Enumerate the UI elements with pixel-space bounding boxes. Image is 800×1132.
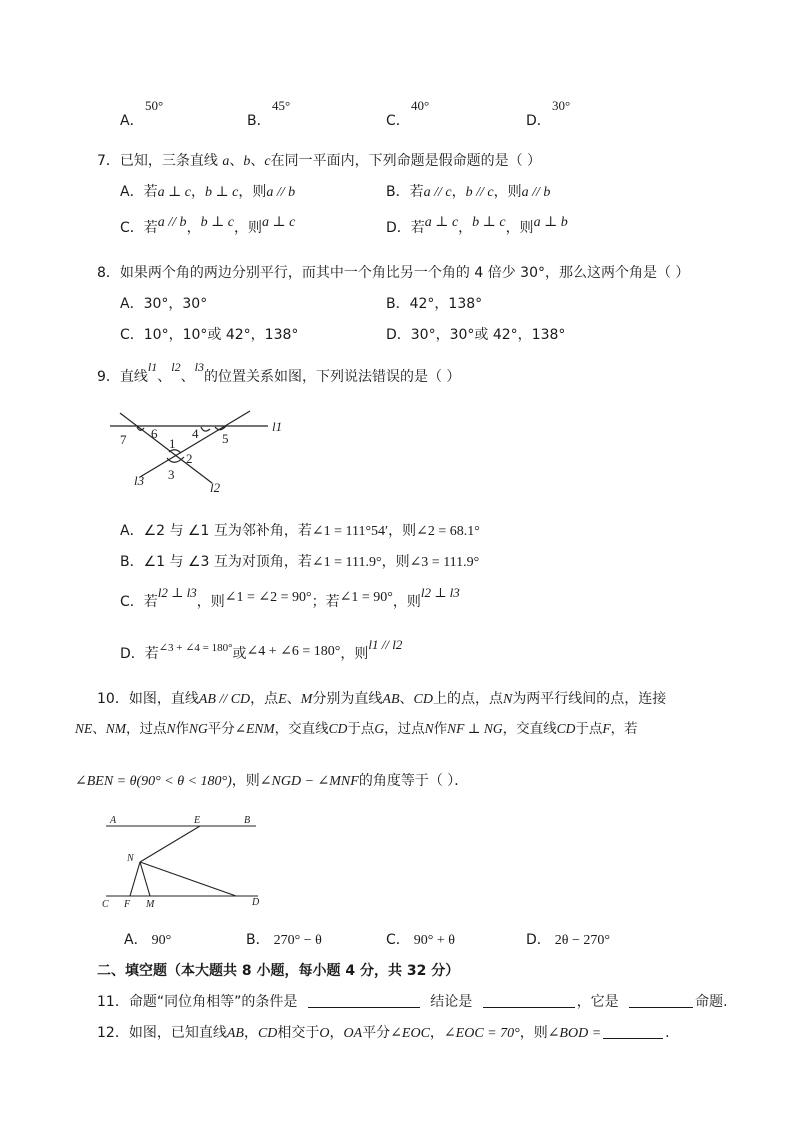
q10-math: CD <box>413 692 433 707</box>
q10-text: 平分 <box>207 721 235 737</box>
q9-stem <box>97 360 461 386</box>
segment-ne <box>140 826 200 862</box>
q10-option-b <box>246 929 322 949</box>
option-label: C． <box>120 594 144 610</box>
option-math: 270° − θ <box>273 933 322 948</box>
q6-option-a-value: 50° <box>145 98 164 113</box>
option-math: l2 ⊥ l3 <box>157 585 197 600</box>
q12-blank-answer[interactable] <box>603 1024 663 1039</box>
q9-option-b <box>120 551 479 571</box>
q6-option-c-label: C． <box>386 113 410 129</box>
option-label: A． <box>120 523 144 539</box>
q11-text: 结论是 <box>430 994 473 1010</box>
option-text: 若 <box>143 220 158 236</box>
option-text: ，则 <box>392 594 421 610</box>
option-text: ，则 <box>505 220 534 236</box>
q9-l2: l2 <box>171 360 181 374</box>
option-label: A． <box>124 932 148 948</box>
option-text: ， <box>186 220 201 236</box>
fig-label-e: E <box>194 815 201 826</box>
segment-nf <box>130 862 140 896</box>
q10-text: ，则 <box>231 773 260 789</box>
fig-label-m: M <box>146 899 155 910</box>
q11-text: 11．命题“同位角相等”的条件是 <box>97 994 298 1010</box>
option-math: ∠1 = 111°54′ <box>311 524 389 539</box>
fig-label-l2: l2 <box>210 480 221 495</box>
option-label: C． <box>120 220 144 236</box>
q10-text: ，若 <box>610 721 638 737</box>
q12-math: OA <box>343 1026 363 1041</box>
q8-option-c: C．10°，10°或 42°，138° <box>120 327 299 343</box>
fig-label-l3: l3 <box>134 473 145 488</box>
segment-nm <box>140 862 150 896</box>
option-label: D． <box>526 932 551 948</box>
option-text: 若 <box>143 184 158 200</box>
option-math: ∠4 + ∠6 = 180° <box>246 644 341 659</box>
q9-sep: 、 <box>157 369 172 385</box>
q10-text: 、 <box>92 721 106 737</box>
q10-option-d <box>526 929 610 949</box>
q9-stem-start: 9．直线 <box>97 369 148 385</box>
q10-math: ∠NGD − ∠MNF <box>259 774 359 789</box>
q10-text: 为两平行线间的点，连接 <box>512 691 667 707</box>
q6-option-d-value: 30° <box>552 98 571 113</box>
q10-math: ∠ENM <box>234 721 275 736</box>
option-text: 或 <box>232 646 247 662</box>
q10-math: N <box>424 721 434 736</box>
section-title: 二、填空题（本大题共 8 小题，每小题 4 分，共 32 分） <box>97 963 460 979</box>
q12-text: 平分 <box>362 1025 391 1041</box>
option-label: B． <box>386 184 410 200</box>
q7-sep: 、 <box>250 153 265 169</box>
q12-math: O <box>319 1026 330 1041</box>
q10-math: N <box>166 721 176 736</box>
option-math: ∠1 = 90° <box>339 590 393 605</box>
q10-line-2 <box>75 717 638 737</box>
q12 <box>97 1022 670 1042</box>
q10-text: ，交直线 <box>274 721 329 737</box>
fig-label-4: 4 <box>192 426 199 441</box>
q12-math: ∠EOC <box>390 1026 430 1041</box>
q9-figure <box>100 405 300 497</box>
fig-label-2: 2 <box>186 451 193 466</box>
q8-option-a: A．30°，30° <box>120 296 208 312</box>
q7-var-c: c <box>264 154 271 169</box>
option-math: a ⊥ b <box>533 215 568 230</box>
option-text: ， <box>458 220 473 236</box>
q7-option-a <box>120 181 295 201</box>
q7-stem-end: 在同一平面内，下列命题是假命题的是（ ） <box>270 153 542 169</box>
option-text: ，则 <box>238 184 267 200</box>
q11-blank-conclusion[interactable] <box>483 993 575 1008</box>
option-text: ；若 <box>311 594 340 610</box>
q12-text: . <box>665 1025 670 1041</box>
option-text: ，则 <box>381 554 410 570</box>
q9-option-c <box>120 585 460 611</box>
option-math: a ⊥ c <box>424 215 459 230</box>
q12-text: ， <box>429 1025 444 1041</box>
line-l3 <box>140 411 250 477</box>
q10-math: NG <box>189 721 208 736</box>
option-text: ，则 <box>340 646 369 662</box>
q7-number: 7． <box>97 153 120 169</box>
q7-stem-text: 已知，三条直线 <box>119 153 218 169</box>
option-label: A． <box>120 184 144 200</box>
option-text: 若 <box>410 220 425 236</box>
option-math: l1 // l2 <box>368 637 403 652</box>
q10-text: 于点 <box>575 721 603 737</box>
q10-math: NF ⊥ NG <box>447 721 503 736</box>
option-math: ∠3 = 111.9° <box>409 555 480 570</box>
segment-ng <box>140 862 236 896</box>
q7-var-a: a <box>222 154 230 169</box>
q10-math: F <box>602 721 611 736</box>
option-text: ， <box>190 184 205 200</box>
option-math: a ⊥ c <box>157 185 191 200</box>
q12-text: 12．如图，已知直线 <box>97 1025 227 1041</box>
q6-option-c-value: 40° <box>411 98 430 113</box>
q12-math: ∠BOD = <box>547 1026 602 1041</box>
q7-sep: 、 <box>229 153 244 169</box>
q12-math: CD <box>257 1026 278 1041</box>
q10-text: 于点 <box>347 721 375 737</box>
option-math: 90° <box>151 933 172 948</box>
option-math: 90° + θ <box>413 933 455 948</box>
q10-option-a <box>124 929 171 949</box>
option-text: 若 <box>144 646 159 662</box>
q9-option-d <box>120 637 403 663</box>
option-text: ，则 <box>196 594 225 610</box>
option-math: b // c <box>465 185 494 200</box>
q6-option-b-label: B． <box>247 113 271 129</box>
option-math: b ⊥ c <box>204 185 239 200</box>
q10-text: 、 <box>399 691 414 707</box>
option-math: a ⊥ c <box>261 215 296 230</box>
q7-var-b: b <box>243 154 251 169</box>
q7-option-c <box>120 217 295 237</box>
fig-label-c: C <box>102 899 109 910</box>
option-text: ， <box>451 184 466 200</box>
q10-math: AB <box>382 692 400 707</box>
option-math: b ⊥ c <box>472 215 506 230</box>
q12-text: ， <box>243 1025 258 1041</box>
option-math: a // b <box>521 185 551 200</box>
option-text: ，则 <box>493 184 522 200</box>
fig-label-f: F <box>124 899 131 910</box>
q9-stem-end: 的位置关系如图，下列说法错误的是（ ） <box>203 369 461 385</box>
q9-l3: l3 <box>194 360 204 374</box>
option-math: l2 ⊥ l3 <box>420 585 460 600</box>
q10-option-c <box>386 929 455 949</box>
option-label: B． <box>120 554 144 570</box>
q12-math: AB <box>226 1026 244 1041</box>
fig-label-d: D <box>252 897 260 908</box>
q11 <box>97 991 728 1011</box>
q8-option-b: B．42°，138° <box>386 296 483 312</box>
q10-math: AB // CD <box>198 692 251 707</box>
option-math: ∠2 = 68.1° <box>416 524 480 539</box>
option-text: ，则 <box>388 523 417 539</box>
fig-label-a: A <box>110 815 117 826</box>
option-math: a // b <box>157 215 187 230</box>
q10-math: CD <box>556 721 576 736</box>
option-label: C． <box>386 932 410 948</box>
fig-label-n: N <box>127 853 134 864</box>
q10-text: ，过点 <box>126 721 167 737</box>
fig-label-6: 6 <box>151 426 158 441</box>
q11-text: 命题. <box>695 994 728 1010</box>
q10-math: M <box>300 692 313 707</box>
q7-option-d <box>386 217 568 237</box>
q12-text: 相交于 <box>277 1025 320 1041</box>
q10-text: ，点 <box>250 691 279 707</box>
q10-text: 作 <box>433 721 448 737</box>
option-math: 2θ − 270° <box>554 933 610 948</box>
q10-math: G <box>374 721 385 736</box>
q9-l1: l1 <box>147 360 158 374</box>
q10-math: N <box>502 692 513 707</box>
fig-label-7: 7 <box>120 432 127 447</box>
q9-option-a <box>120 520 480 540</box>
option-text: 若 <box>409 184 424 200</box>
q10-text: ，交直线 <box>502 721 557 737</box>
fig-label-l1: l1 <box>272 419 283 434</box>
option-text: ∠2 与 ∠1 互为邻补角，若 <box>143 523 312 539</box>
q11-blank-truth[interactable] <box>629 993 693 1008</box>
option-label: B． <box>246 932 270 948</box>
option-math: ∠1 = 111.9° <box>311 555 382 570</box>
q12-text: ， <box>329 1025 344 1041</box>
option-text: ，则 <box>233 220 262 236</box>
q6-option-a-label: A． <box>120 113 144 129</box>
option-text: ∠1 与 ∠3 互为对顶角，若 <box>143 554 312 570</box>
q10-line-1 <box>97 688 666 708</box>
q10-math: ∠BEN = θ(90° < θ < 180°) <box>75 774 232 789</box>
fig-label-b: B <box>244 815 251 826</box>
angle-arc-4 <box>201 427 210 431</box>
q6-option-b-value: 45° <box>272 98 291 113</box>
q10-text: 上的点，点 <box>432 691 503 707</box>
option-label: D． <box>120 646 145 662</box>
option-text: 若 <box>143 594 158 610</box>
option-math: ∠1 = ∠2 = 90° <box>224 590 312 605</box>
q8-option-d: D．30°，30°或 42°，138° <box>386 327 566 343</box>
q10-text: 、 <box>286 691 301 707</box>
q7-stem <box>97 150 541 170</box>
q10-text: 的角度等于（ ）． <box>358 773 469 789</box>
q10-text: ，过点 <box>384 721 425 737</box>
q6-option-d-label: D． <box>526 113 551 129</box>
option-math: ∠3 + ∠4 = 180° <box>158 642 233 654</box>
option-math: a // b <box>266 185 296 200</box>
option-math: a // c <box>423 185 452 200</box>
fig-label-1: 1 <box>169 436 176 451</box>
q10-text: 分别为直线 <box>312 691 383 707</box>
q10-text: 作 <box>175 721 190 737</box>
q7-option-b <box>386 181 550 201</box>
fig-label-5: 5 <box>222 431 229 446</box>
q10-math: E <box>278 692 287 707</box>
q11-text: ，它是 <box>576 994 619 1010</box>
option-math: b ⊥ c <box>200 215 234 230</box>
q10-text: 10．如图，直线 <box>97 691 199 707</box>
q10-math: CD <box>328 721 348 736</box>
q10-line-3 <box>75 770 468 790</box>
q10-math: NM <box>105 721 127 736</box>
q12-math: ∠EOC = 70° <box>443 1026 520 1041</box>
q8-stem: 8．如果两个角的两边分别平行，而其中一个角比另一个角的 4 倍少 30°，那么这两个角是（ ） <box>97 265 690 281</box>
q12-text: ，则 <box>519 1025 548 1041</box>
q9-sep: 、 <box>180 369 195 385</box>
q10-math: NE <box>75 721 93 736</box>
fig-label-3: 3 <box>168 467 175 482</box>
option-label: D． <box>386 220 411 236</box>
q11-blank-condition[interactable] <box>308 993 420 1008</box>
q10-figure <box>96 812 271 912</box>
